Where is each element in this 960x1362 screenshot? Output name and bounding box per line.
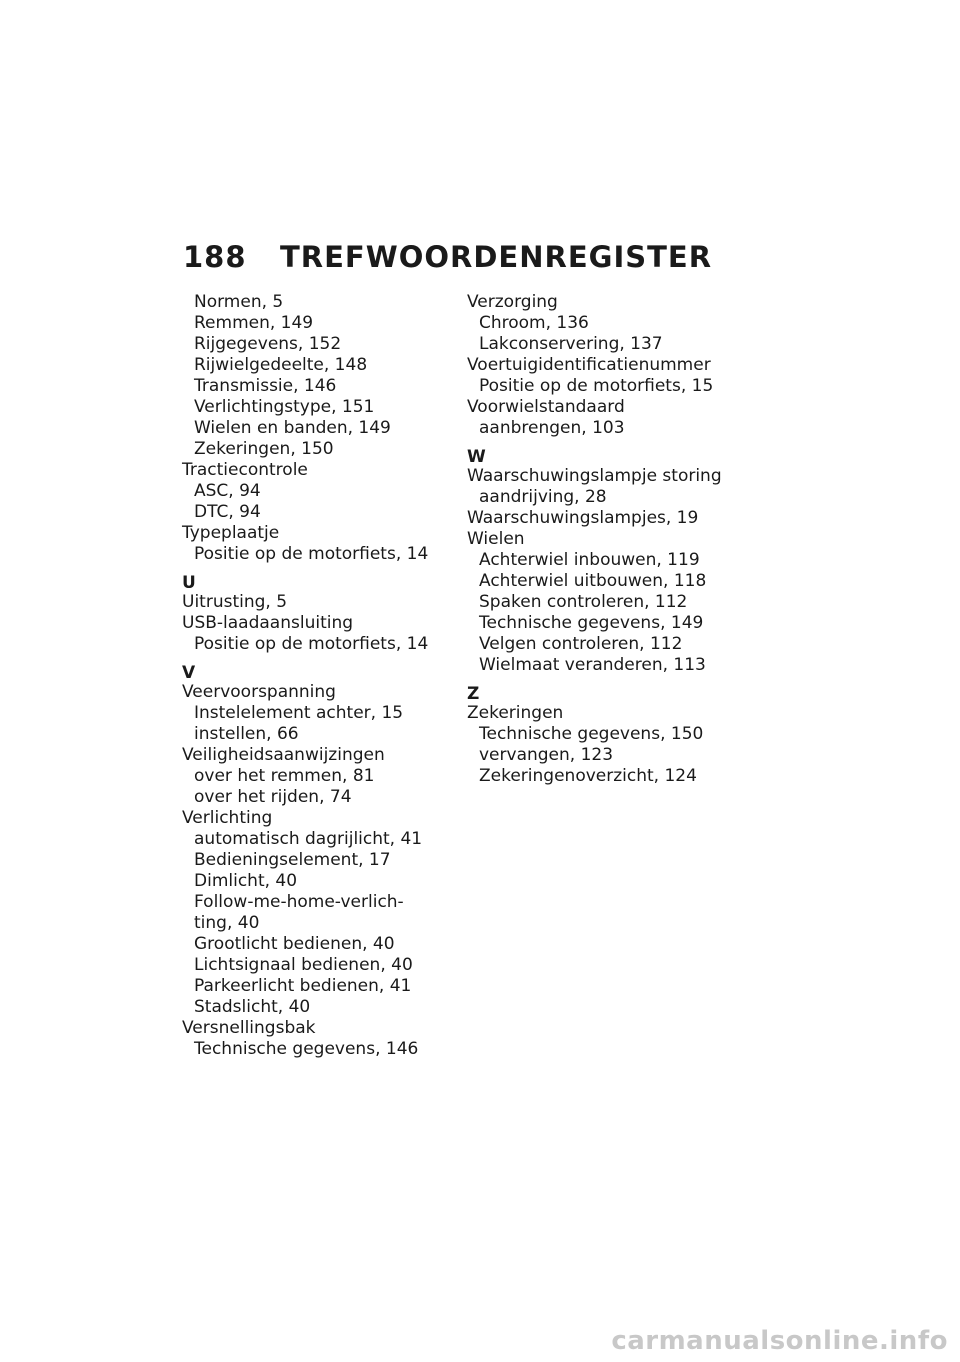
index-column-left	[182, 292, 452, 1060]
index-subentry: Remmen, 149	[194, 313, 314, 333]
index-subentry: Velgen controleren, 112	[479, 634, 683, 654]
index-subentry: Positie op de motorfiets, 15	[479, 376, 714, 396]
index-subentry: Achterwiel uitbouwen, 118	[479, 571, 707, 591]
index-entry: Typeplaatje	[182, 523, 280, 543]
index-subentry: aandrijving, 28	[479, 487, 607, 507]
index-subentry: Rijwielgedeelte, 148	[194, 355, 368, 375]
index-entry: Zekeringen	[467, 703, 564, 723]
index-entry: Voertuigidentificatienummer	[467, 355, 711, 375]
index-subentry: over het remmen, 81	[194, 766, 375, 786]
watermark: carmanualsonline.info	[611, 1326, 948, 1356]
index-subentry: Technische gegevens, 146	[194, 1039, 419, 1059]
index-subentry: Stadslicht, 40	[194, 997, 311, 1017]
index-subentry: Zekeringen, 150	[194, 439, 334, 459]
index-subentry: Grootlicht bedienen, 40	[194, 934, 395, 954]
index-subentry: aanbrengen, 103	[479, 418, 625, 438]
index-subentry: Positie op de motorfiets, 14	[194, 544, 429, 564]
index-subentry: Spaken controleren, 112	[479, 592, 688, 612]
index-entry: Voorwielstandaard	[467, 397, 625, 417]
page-title: TREFWOORDENREGISTER	[280, 240, 713, 274]
index-subentry: Normen, 5	[194, 292, 284, 312]
index-entry: Verlichting	[182, 808, 273, 828]
index-section-letter: V	[182, 663, 196, 683]
index-subentry: Bedieningselement, 17	[194, 850, 391, 870]
index-entry: Waarschuwingslampjes, 19	[467, 508, 699, 528]
index-subentry: Instelelement achter, 15	[194, 703, 404, 723]
index-subentry: Lakconservering, 137	[479, 334, 663, 354]
index-subentry: Zekeringenoverzicht, 124	[479, 766, 697, 786]
index-entry: Verzorging	[467, 292, 558, 312]
index-entry: Veiligheidsaanwijzingen	[182, 745, 385, 765]
index-section-letter: U	[182, 573, 196, 593]
index-entry: Wielen	[467, 529, 525, 549]
index-entry: Veervoorspanning	[182, 682, 336, 702]
page-header	[183, 240, 712, 274]
index-subentry: Wielen en banden, 149	[194, 418, 391, 438]
index-subentry: Parkeerlicht bedienen, 41	[194, 976, 412, 996]
index-subentry: Lichtsignaal bedienen, 40	[194, 955, 413, 975]
index-column-right	[467, 292, 747, 787]
index-subentry: automatisch dagrijlicht, 41	[194, 829, 423, 849]
index-entry: Waarschuwingslampje storing	[467, 466, 722, 486]
index-subentry: Wielmaat veranderen, 113	[479, 655, 706, 675]
index-subentry: Dimlicht, 40	[194, 871, 298, 891]
index-subentry: Rijgegevens, 152	[194, 334, 342, 354]
index-subentry: Technische gegevens, 149	[479, 613, 704, 633]
index-section-letter: Z	[467, 684, 480, 704]
index-subentry: ASC, 94	[194, 481, 261, 501]
index-subentry: vervangen, 123	[479, 745, 614, 765]
index-subentry: DTC, 94	[194, 502, 261, 522]
index-subentry: instellen, 66	[194, 724, 299, 744]
index-subentry: ting, 40	[194, 913, 260, 933]
index-section-letter: W	[467, 447, 486, 467]
page-number: 188	[183, 240, 247, 274]
index-subentry: Chroom, 136	[479, 313, 589, 333]
index-subentry: Positie op de motorfiets, 14	[194, 634, 429, 654]
index-subentry: over het rijden, 74	[194, 787, 352, 807]
index-subentry: Transmissie, 146	[194, 376, 337, 396]
index-subentry: Technische gegevens, 150	[479, 724, 704, 744]
index-entry: Versnellingsbak	[182, 1018, 316, 1038]
index-subentry: Achterwiel inbouwen, 119	[479, 550, 700, 570]
index-entry: Uitrusting, 5	[182, 592, 288, 612]
index-subentry: Verlichtingstype, 151	[194, 397, 375, 417]
index-entry: Tractiecontrole	[182, 460, 308, 480]
index-subentry: Follow-me-home-verlich-	[194, 892, 404, 912]
index-entry: USB-laadaansluiting	[182, 613, 354, 633]
